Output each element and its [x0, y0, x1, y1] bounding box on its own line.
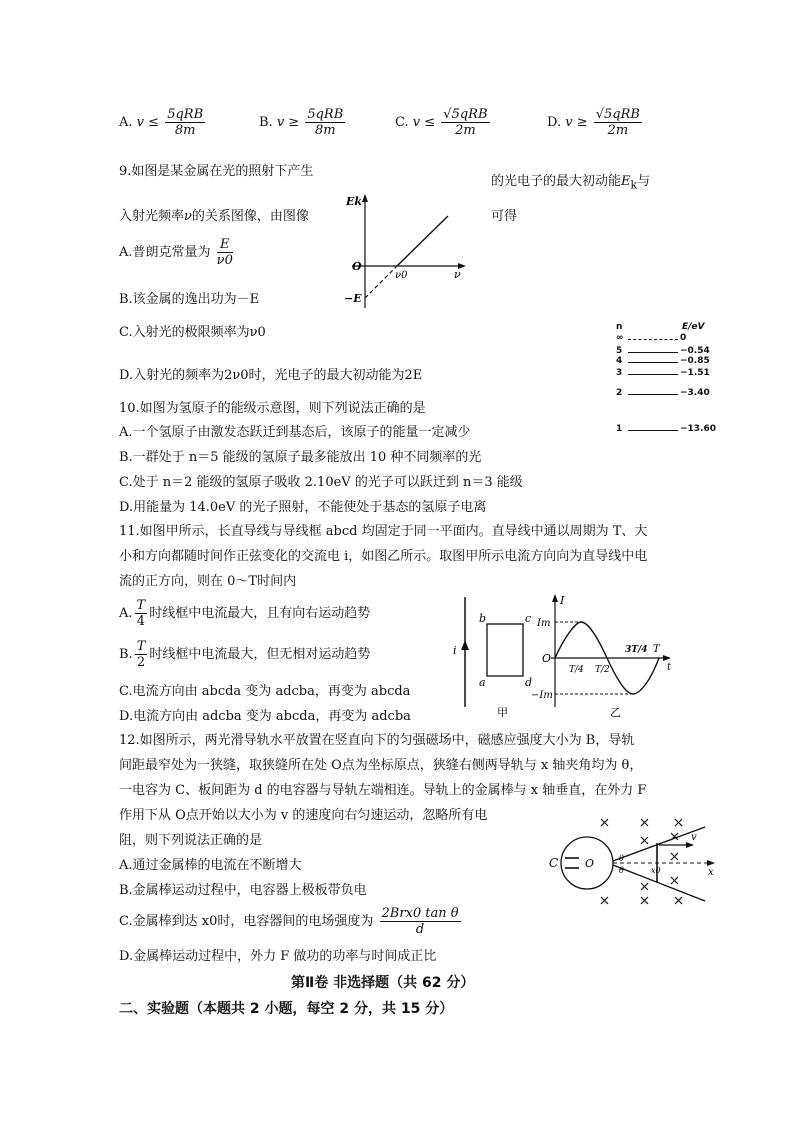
im-label: Im	[537, 618, 551, 629]
option-fraction	[305, 107, 345, 138]
option-fraction	[380, 906, 461, 937]
option-label: A.	[119, 606, 133, 621]
neg-e-label: −E	[344, 292, 362, 305]
level-e: −3.40	[680, 388, 710, 398]
q12-option-c	[119, 906, 463, 937]
corner-b: b	[479, 612, 487, 625]
q12-stem-line3: 一电容为 C、板间距为 d 的电容器与导轨左端相连。导轨上的金属棒与 x 轴垂直，在外力 F	[119, 783, 647, 798]
q11-option-c: C.电流方向由 abcda 变为 adcba，再变为 abcda	[119, 684, 411, 699]
i-axis-arrow	[552, 594, 558, 602]
option-lhs: v ≥	[276, 115, 300, 130]
fraction-den: 4	[136, 614, 145, 629]
levels-header-n: n	[616, 322, 623, 332]
fraction-num: √5qRB	[443, 107, 488, 122]
level-e: −0.54	[680, 346, 710, 356]
fraction-den: d	[415, 922, 425, 937]
level-n: ∞	[616, 333, 624, 343]
q12-figure	[545, 815, 720, 910]
level-e: −0.85	[680, 356, 710, 366]
corner-a: a	[479, 676, 486, 689]
x-axis-label: x	[708, 867, 714, 878]
theta-bottom: θ	[619, 866, 624, 875]
q10-option-b: B.一群处于 n＝5 能级的氢原子最多能放出 10 种不同频率的光	[119, 450, 482, 465]
level-n: 1	[616, 424, 623, 434]
q11-stem-line1: 11.如图甲所示，长直导线与导线框 abcd 均固定于同一平面内。直导线中通以周期为 T、大	[119, 524, 648, 539]
period-label: T	[653, 644, 660, 655]
q9-option-c: C.入射光的极限频率为ν0	[119, 325, 266, 340]
section-2-subtitle: 二、实验题（本题共 2 小题，每空 2 分，共 15 分）	[119, 1001, 454, 1017]
stem-sub: k	[630, 178, 638, 192]
current-label: i	[453, 644, 457, 657]
option-fraction	[441, 107, 489, 138]
corner-c: c	[525, 612, 532, 625]
level-n: 2	[616, 388, 623, 398]
q9-stem-part2	[491, 170, 650, 192]
level-line	[628, 362, 678, 363]
q11-option-a	[119, 598, 370, 629]
q10-option-c: C.处于 n＝2 能级的氢原子吸收 2.10eV 的光子可以跃迁到 n＝3 能级	[119, 475, 523, 490]
q9-stem-line2	[119, 205, 309, 224]
stem-symbol: E	[621, 174, 631, 189]
ek-line	[397, 216, 448, 266]
level-line	[628, 352, 678, 353]
option-label: A.	[119, 115, 133, 130]
fraction-den: 2m	[455, 123, 476, 138]
option-text: A.普朗克常量为	[119, 245, 211, 260]
level-line	[628, 374, 678, 375]
q11-figure	[445, 592, 675, 722]
t-axis-arrow	[663, 655, 671, 661]
x0-label: x0	[651, 866, 661, 875]
option-text: C.金属棒到达 x0时，电容器间的电场强度为	[119, 914, 374, 929]
q12-stem-line2: 间距最窄处为一狭缝，取狭缝所在处 O点为坐标原点，狭缝右侧两导轨与 x 轴夹角均为 θ，	[119, 758, 643, 773]
q9-stem-part1: 9.如图是某金属在光的照射下产生	[119, 164, 314, 179]
option-lhs: v ≤	[136, 115, 160, 130]
velocity-label: v	[691, 832, 697, 843]
fraction-num: 5qRB	[307, 107, 344, 122]
stem-text: 与	[637, 174, 651, 189]
q10-option-d: D.用能量为 14.0eV 的光子照射，不能使处于基态的氢原子电离	[119, 500, 487, 515]
theta-top: θ	[619, 854, 624, 863]
fraction-den: 8m	[315, 123, 336, 138]
fraction-num: 2Brx0 tan θ	[381, 906, 459, 921]
q8-option-b	[259, 107, 347, 138]
capacitor-label: C	[549, 856, 559, 870]
fraction-num: T	[136, 639, 146, 654]
label-jia: 甲	[497, 706, 508, 719]
level-e: 0	[680, 333, 687, 343]
t-axis-label: t	[667, 662, 672, 673]
stem-text: 的光电子的最大初动能	[491, 174, 622, 189]
energy-level-diagram	[612, 322, 722, 442]
origin-label: O	[352, 260, 362, 273]
q12-option-a: A.通过金属棒的电流在不断增大	[119, 858, 302, 873]
level-line	[628, 394, 678, 395]
stem-symbol: ν	[184, 209, 192, 224]
nu-axis-label: ν	[454, 268, 461, 281]
fraction-num: T	[136, 598, 146, 613]
levels-header-e: E/eV	[682, 322, 705, 332]
option-label: D.	[547, 115, 562, 130]
level-n: 3	[616, 368, 623, 378]
q9-option-b: B.该金属的逸出功为－E	[119, 292, 260, 307]
option-label: B.	[259, 115, 273, 130]
option-text: 时线框中电流最大，但无相对运动趋势	[149, 647, 371, 662]
t2-label: T/2	[595, 665, 610, 675]
fraction-den: 2m	[607, 123, 629, 138]
option-lhs: v ≥	[565, 115, 588, 130]
q10-stem: 10.如图为氢原子的能级示意图，则下列说法正确的是	[119, 401, 426, 416]
fraction-num: √5qRB	[595, 107, 640, 122]
x-axis-arrow	[707, 860, 715, 866]
wire-loop	[487, 624, 523, 676]
label-yi: 乙	[610, 706, 621, 719]
neg-im-label: −Im	[531, 690, 553, 701]
y-axis-arrow	[362, 194, 368, 202]
option-lhs: v ≤	[412, 115, 436, 130]
current-arrow	[461, 640, 469, 650]
origin-label: O	[585, 857, 595, 870]
section-2-title: 第Ⅱ卷 非选择题（共 62 分）	[291, 975, 475, 991]
level-line-dashed	[628, 339, 678, 340]
fraction-num: 5qRB	[167, 107, 204, 122]
origin-label: O	[542, 652, 552, 665]
level-n: 5	[616, 346, 623, 356]
q12-option-b: B.金属棒运动过程中，电容器上极板带负电	[119, 883, 367, 898]
level-n: 4	[616, 356, 623, 366]
fraction-den: ν0	[216, 253, 233, 268]
nu0-label: ν0	[395, 270, 408, 281]
q9-option-a	[119, 237, 235, 268]
q11-option-d: D.电流方向由 adcba 变为 abcda，再变为 adcba	[119, 709, 411, 724]
stem-text: 入射光频率	[119, 209, 185, 224]
q8-option-c	[395, 107, 492, 138]
q9-ek-graph	[340, 190, 470, 315]
i-axis-label: I	[560, 594, 565, 607]
level-line	[628, 430, 678, 431]
corner-d: d	[525, 676, 533, 689]
option-label: C.	[395, 115, 409, 130]
fraction-den: 8m	[174, 123, 196, 138]
fraction-num: E	[217, 237, 233, 253]
option-fraction	[217, 237, 233, 268]
q12-stem-line5: 阻，则下列说法正确的是	[119, 833, 263, 848]
ek-line-extension	[365, 266, 397, 298]
q8-option-a	[119, 107, 207, 138]
stem-text: 的关系图像，由图像	[191, 209, 309, 224]
option-text: 时线框中电流最大，且有向右运动趋势	[149, 606, 371, 621]
t34-label: 3T/4	[625, 645, 648, 655]
option-label: B.	[119, 647, 133, 662]
option-fraction	[594, 107, 642, 138]
fraction-den: 2	[136, 655, 146, 670]
level-e: −1.51	[680, 368, 710, 378]
ek-axis-label: Ek	[346, 195, 363, 208]
level-e: −13.60	[680, 424, 717, 434]
q12-stem-line4: 作用下从 O点开始以大小为 v 的速度向右匀速运动，忽略所有电	[119, 808, 488, 823]
q12-option-d: D.金属棒运动过程中，外力 F 做功的功率与时间成正比	[119, 949, 437, 964]
q9-option-d: D.入射光的频率为2ν0时，光电子的最大初动能为2E	[119, 368, 423, 383]
option-fraction	[135, 639, 148, 670]
q11-option-b	[119, 639, 370, 670]
q11-stem-line3: 流的正方向，则在 0～T时间内	[119, 574, 297, 589]
q11-stem-line2: 小和方向都随时间作正弦变化的交流电 i，如图乙所示。取图甲所示电流方向向为直导线中电	[119, 549, 648, 564]
option-fraction	[135, 598, 148, 629]
option-fraction	[165, 107, 205, 138]
q10-option-a: A.一个氢原子由激发态跃迁到基态后，该原子的能量一定减少	[119, 425, 471, 440]
t4-label: T/4	[569, 665, 584, 675]
q8-option-d	[547, 107, 644, 138]
q9-stem-line2-end: 可得	[491, 209, 518, 224]
q12-stem-line1: 12.如图所示，两光滑导轨水平放置在竖直向下的匀强磁场中，磁感应强度大小为 B，导轨	[119, 733, 635, 748]
